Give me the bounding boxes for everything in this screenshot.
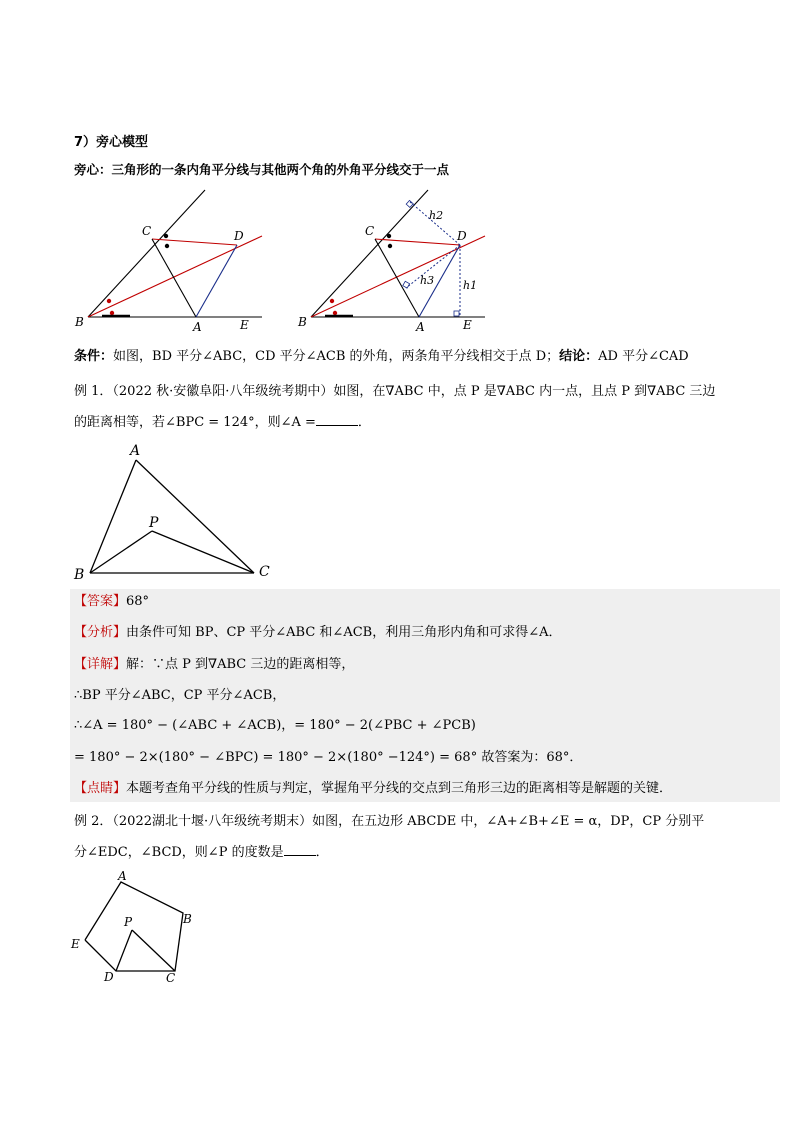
- fig2-label-e: E: [463, 318, 472, 332]
- example2-question-text: 分∠EDC，∠BCD，则∠P 的度数是: [74, 845, 284, 860]
- fig2-label-h2: h2: [429, 209, 444, 222]
- answer-tag: 【答案】: [74, 594, 127, 609]
- detail-line3: ∴∠A = 180° − (∠ABC + ∠ACB)，= 180° − 2(∠PBC + ∠PCB): [74, 718, 476, 733]
- condition-text: 如图，BD 平分∠ABC，CD 平分∠ACB 的外角，两条角平分线相交于点 D；: [113, 349, 560, 364]
- ex1-label-b: B: [74, 567, 85, 583]
- detail-line1: [74, 655, 354, 675]
- fig1-label-a: A: [193, 320, 202, 334]
- fig2-label-d: D: [457, 229, 467, 243]
- fig1-label-e: E: [240, 318, 249, 332]
- condition-line: [74, 347, 689, 367]
- example2-question-line1: 例 2．（2022湖北十堰·八年级统考期末）如图，在五边形 ABCDE 中，∠A+∠B+∠E = α，DP，CP 分别平: [74, 814, 705, 829]
- detail-line4: = 180° − 2×(180° − ∠BPC) = 180° − 2×(180° −124°) = 68° 故答案为：68°．: [74, 750, 583, 765]
- example2-question-line2: [74, 843, 329, 863]
- fig1-label-d: D: [234, 229, 244, 243]
- analysis-line: [74, 623, 562, 643]
- answer-value: 68°: [126, 594, 150, 609]
- fig2-label-a: A: [416, 320, 425, 334]
- fig2-label-h1: h1: [463, 279, 478, 292]
- comment-tag: 【点睛】: [74, 781, 127, 796]
- excenter-figure-1: [70, 185, 280, 335]
- conclusion-text: AD 平分∠CAD: [598, 349, 689, 364]
- ex2-label-a: A: [118, 869, 127, 883]
- ex2-label-d: D: [104, 970, 114, 984]
- ex2-label-c: C: [166, 971, 176, 985]
- ex2-label-p: P: [124, 915, 133, 929]
- ex1-label-a: A: [130, 443, 141, 459]
- condition-label: 条件：: [74, 349, 114, 364]
- example1-question-line1: 例 1．（2022 秋·安徽阜阳·八年级统考期中）如图，在∇ABC 中，点 P 是∇ABC 内一点，且点 P 到∇ABC 三边: [74, 384, 716, 399]
- example1-triangle-figure: [70, 438, 285, 586]
- section-title: 7）旁心模型: [74, 135, 149, 150]
- ex1-label-c: C: [259, 564, 270, 580]
- answer-blank: [316, 413, 358, 426]
- fig2-label-h3: h3: [420, 274, 435, 287]
- comment-text: 本题考查角平分线的性质与判定，掌握角平分线的交点到三角形三边的距离相等是解题的关键．: [126, 781, 673, 796]
- ex2-label-e: E: [71, 937, 80, 951]
- answer-line: [74, 592, 149, 612]
- detail-text1: 解：∵点 P 到∇ABC 三边的距离相等，: [126, 657, 355, 672]
- fig2-label-c: C: [365, 224, 375, 238]
- comment-line: [74, 779, 672, 799]
- ex2-label-b: B: [183, 912, 192, 926]
- example2-pentagon-figure: [68, 866, 203, 988]
- example2-answer-blank: [284, 843, 316, 856]
- conclusion-label: 结论：: [559, 349, 599, 364]
- fig1-label-c: C: [142, 224, 152, 238]
- fig1-label-b: B: [75, 315, 84, 329]
- example1-question-text: 的距离相等，若∠BPC = 124°，则∠A =: [74, 415, 316, 430]
- example2-period: ．: [315, 845, 329, 860]
- analysis-text: 由条件可知 BP、CP 平分∠ABC 和∠ACB，利用三角形内角和可求得∠A．: [126, 625, 562, 640]
- example1-question-line2: [74, 413, 371, 433]
- detail-line2: ∴BP 平分∠ABC，CP 平分∠ACB，: [74, 688, 286, 703]
- section-definition: 旁心：三角形的一条内角平分线与其他两个角的外角平分线交于一点: [74, 162, 450, 177]
- example1-period: ．: [357, 415, 371, 430]
- detail-tag: 【详解】: [74, 657, 127, 672]
- excenter-figure-2: [293, 185, 503, 335]
- ex1-label-p: P: [149, 515, 159, 531]
- analysis-tag: 【分析】: [74, 625, 127, 640]
- fig2-label-b: B: [298, 315, 307, 329]
